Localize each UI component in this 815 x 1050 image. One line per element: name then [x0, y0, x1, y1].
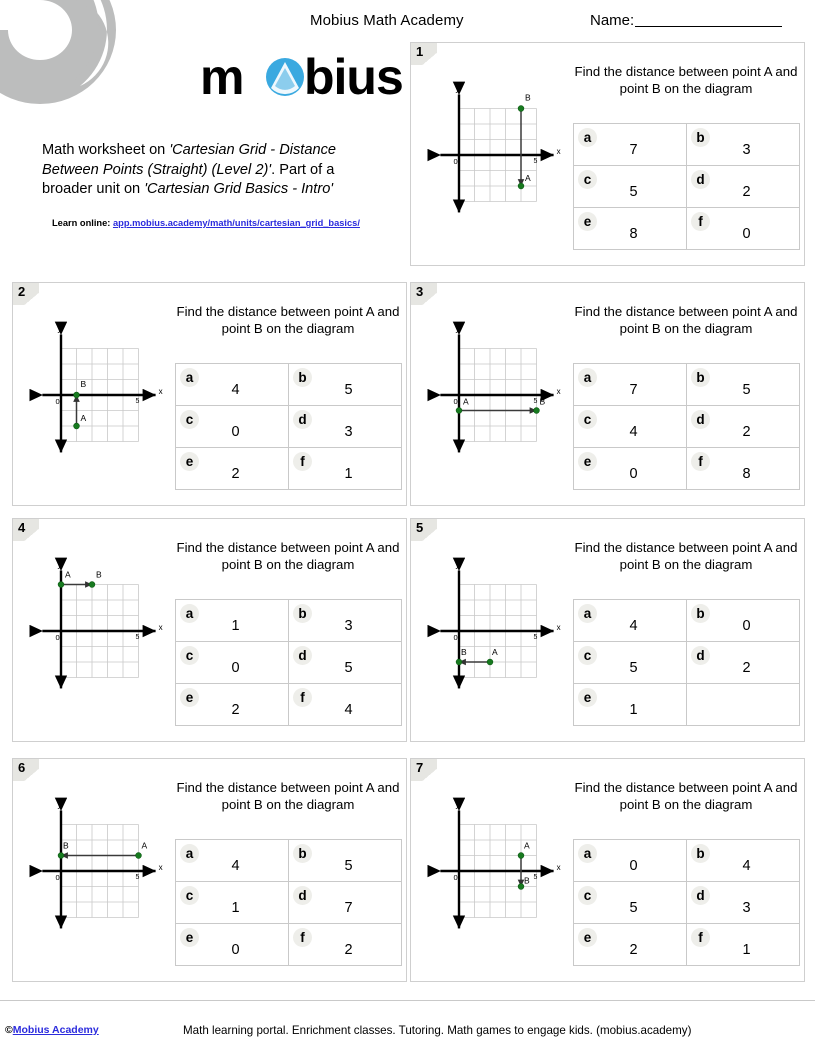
option-value: 0 [742, 617, 751, 634]
svg-text:y: y [57, 560, 62, 570]
question-panel [410, 282, 805, 506]
option-key-badge: a [578, 844, 597, 863]
option-value: 2 [231, 701, 240, 718]
option-value: 0 [231, 659, 240, 676]
option-value: 3 [344, 423, 353, 440]
answer-options-table [573, 123, 800, 250]
option-value: 2 [742, 183, 751, 200]
answer-row [574, 124, 800, 166]
option-value: 7 [629, 141, 638, 158]
answer-row [574, 166, 800, 208]
option-key-badge: c [180, 646, 199, 665]
option-key-badge: c [180, 410, 199, 429]
answer-option-c[interactable] [574, 882, 687, 924]
svg-text:0: 0 [55, 873, 60, 882]
answer-option-b[interactable] [687, 124, 800, 166]
answer-option-c[interactable] [574, 642, 687, 684]
option-value: 0 [742, 225, 751, 242]
svg-text:5: 5 [135, 874, 140, 881]
svg-text:A: A [65, 569, 71, 580]
option-value: 2 [344, 941, 353, 958]
description-unit: 'Cartesian Grid Basics - Intro' [144, 181, 334, 198]
answer-option-d[interactable] [687, 642, 800, 684]
option-value: 1 [742, 941, 751, 958]
svg-text:B: B [524, 875, 530, 886]
answer-option-b[interactable] [687, 364, 800, 406]
svg-text:5: 5 [135, 398, 140, 405]
answer-option-a[interactable] [176, 840, 289, 882]
svg-text:y: y [455, 84, 460, 94]
answer-row [574, 642, 800, 684]
answer-option-c[interactable] [574, 166, 687, 208]
answer-option-c[interactable] [176, 406, 289, 448]
name-write-line[interactable] [635, 26, 782, 27]
svg-text:B: B [80, 379, 87, 389]
option-value: 1 [231, 899, 240, 916]
answer-row [574, 208, 800, 250]
option-key-badge: b [691, 844, 710, 863]
answer-option-a[interactable] [574, 124, 687, 166]
answer-row [176, 600, 402, 642]
cartesian-grid-diagram [437, 560, 567, 697]
option-key-badge: e [180, 928, 199, 947]
option-key-badge: f [691, 212, 710, 231]
answer-row [176, 882, 402, 924]
question-number: 4 [13, 519, 39, 541]
answer-option-f[interactable] [289, 684, 402, 726]
option-key-badge: f [293, 688, 312, 707]
answer-option-a[interactable] [176, 364, 289, 406]
question-panel [12, 518, 407, 742]
question-prompt: Find the distance between point A and point B on the diagram [574, 64, 798, 97]
option-key-badge: a [180, 368, 199, 387]
svg-text:bius: bius [304, 49, 403, 105]
option-value: 5 [629, 183, 638, 200]
svg-text:0: 0 [453, 873, 458, 882]
option-value: 2 [742, 423, 751, 440]
svg-text:0: 0 [55, 397, 60, 406]
option-key-badge: d [293, 886, 312, 905]
answer-option-a[interactable] [176, 600, 289, 642]
answer-row [574, 406, 800, 448]
answer-option-d[interactable] [687, 882, 800, 924]
question-number: 3 [411, 283, 437, 305]
svg-text:x: x [556, 863, 561, 872]
svg-text:A: A [525, 173, 531, 183]
decorative-swirl-graphic [0, 0, 117, 104]
svg-text:A: A [80, 413, 87, 423]
option-value: 1 [344, 465, 353, 482]
svg-text:A: A [463, 396, 469, 407]
answer-option-d[interactable] [289, 882, 402, 924]
option-key-badge: c [578, 646, 597, 665]
option-key-badge: e [180, 452, 199, 471]
option-value: 8 [742, 465, 751, 482]
answer-option-d[interactable] [687, 166, 800, 208]
option-value: 0 [231, 941, 240, 958]
option-key-badge: b [293, 844, 312, 863]
svg-text:x: x [158, 387, 163, 396]
option-value: 5 [629, 899, 638, 916]
student-name-field[interactable] [590, 12, 782, 29]
answer-row [574, 840, 800, 882]
option-value: 3 [742, 899, 751, 916]
cartesian-grid-diagram [437, 800, 567, 937]
copyright-symbol: © [5, 1024, 13, 1036]
option-value: 4 [231, 857, 240, 874]
option-value: 4 [629, 423, 638, 440]
question-number: 6 [13, 759, 39, 781]
option-key-badge: b [691, 128, 710, 147]
option-value: 7 [629, 381, 638, 398]
svg-text:A: A [524, 840, 530, 851]
cartesian-grid-diagram [437, 324, 567, 461]
answer-option-f[interactable] [687, 208, 800, 250]
answer-options-table [573, 599, 800, 726]
option-key-badge: a [578, 368, 597, 387]
option-key-badge: a [578, 128, 597, 147]
worksheet-description [42, 141, 382, 200]
svg-text:5: 5 [533, 158, 538, 165]
option-value: 4 [344, 701, 353, 718]
cartesian-grid-diagram [39, 324, 169, 461]
svg-text:x: x [158, 623, 163, 632]
footer-divider [0, 1000, 815, 1001]
answer-option-empty [687, 684, 800, 726]
question-panel [12, 282, 407, 506]
option-key-badge: c [578, 410, 597, 429]
option-key-badge: e [578, 688, 597, 707]
option-key-badge: f [293, 928, 312, 947]
answer-option-e[interactable] [574, 448, 687, 490]
option-key-badge: f [691, 928, 710, 947]
option-value: 5 [742, 381, 751, 398]
option-value: 3 [344, 617, 353, 634]
svg-text:A: A [492, 647, 498, 657]
answer-option-f[interactable] [687, 448, 800, 490]
option-value: 5 [344, 857, 353, 874]
option-value: 1 [629, 701, 638, 718]
answer-option-e[interactable] [574, 684, 687, 726]
question-prompt: Find the distance between point A and point B on the diagram [176, 540, 400, 573]
option-key-badge: a [180, 844, 199, 863]
answer-option-d[interactable] [289, 406, 402, 448]
answer-option-e[interactable] [176, 924, 289, 966]
option-key-badge: d [691, 410, 710, 429]
answer-option-f[interactable] [289, 448, 402, 490]
answer-option-b[interactable] [289, 600, 402, 642]
svg-text:x: x [556, 387, 561, 396]
option-key-badge: b [691, 604, 710, 623]
answer-option-c[interactable] [176, 642, 289, 684]
answer-option-e[interactable] [574, 208, 687, 250]
option-key-badge: c [180, 886, 199, 905]
answer-row [176, 924, 402, 966]
question-prompt: Find the distance between point A and point B on the diagram [574, 540, 798, 573]
answer-option-a[interactable] [574, 840, 687, 882]
answer-option-f[interactable] [289, 924, 402, 966]
svg-text:y: y [455, 324, 460, 334]
answer-option-f[interactable] [687, 924, 800, 966]
option-key-badge: c [578, 886, 597, 905]
svg-text:0: 0 [453, 397, 458, 406]
option-key-badge: a [180, 604, 199, 623]
option-key-badge: f [293, 452, 312, 471]
answer-option-e[interactable] [176, 684, 289, 726]
option-key-badge: e [578, 928, 597, 947]
answer-option-d[interactable] [687, 406, 800, 448]
option-value: 0 [231, 423, 240, 440]
option-value: 2 [742, 659, 751, 676]
answer-options-table [175, 839, 402, 966]
question-prompt: Find the distance between point A and point B on the diagram [574, 780, 798, 813]
question-panel [410, 758, 805, 982]
svg-text:B: B [96, 569, 102, 580]
answer-row [176, 406, 402, 448]
question-number: 5 [411, 519, 437, 541]
answer-options-table [175, 363, 402, 490]
option-value: 4 [742, 857, 751, 874]
option-key-badge: d [691, 886, 710, 905]
cartesian-grid-diagram [39, 800, 169, 937]
option-key-badge: b [293, 368, 312, 387]
option-key-badge: b [691, 368, 710, 387]
answer-row [574, 882, 800, 924]
mobius-logo [200, 48, 405, 110]
description-topic: 'Cartesian Grid - Distance Between Points (Straight) (Level 2)' [42, 142, 336, 178]
svg-text:0: 0 [55, 633, 60, 642]
question-prompt: Find the distance between point A and point B on the diagram [176, 304, 400, 337]
svg-text:B: B [539, 396, 546, 407]
svg-text:5: 5 [533, 874, 538, 881]
answer-option-c[interactable] [574, 406, 687, 448]
question-panel [12, 758, 407, 982]
mobius-academy-link[interactable]: Mobius Academy [12, 1024, 99, 1036]
answer-row [574, 684, 800, 726]
learn-online-line [52, 218, 360, 228]
answer-options-table [573, 839, 800, 966]
answer-row [176, 684, 402, 726]
answer-option-b[interactable] [687, 840, 800, 882]
answer-row [176, 840, 402, 882]
answer-row [176, 448, 402, 490]
option-value: 0 [629, 857, 638, 874]
answer-option-e[interactable] [574, 924, 687, 966]
option-key-badge: d [293, 410, 312, 429]
question-panel [410, 42, 805, 266]
footer-copyright [5, 1024, 99, 1036]
option-value: 4 [629, 617, 638, 634]
question-number: 2 [13, 283, 39, 305]
answer-option-a[interactable] [574, 600, 687, 642]
learn-online-label: Learn online: [52, 218, 111, 228]
page-title: Mobius Math Academy [310, 12, 464, 29]
svg-text:5: 5 [533, 634, 538, 641]
option-value: 8 [629, 225, 638, 242]
option-key-badge: a [578, 604, 597, 623]
svg-text:B: B [63, 840, 69, 851]
option-key-badge: d [691, 646, 710, 665]
option-key-badge: c [578, 170, 597, 189]
name-label: Name: [590, 12, 635, 29]
option-value: 5 [629, 659, 638, 676]
question-number: 7 [411, 759, 437, 781]
option-key-badge: d [293, 646, 312, 665]
svg-text:y: y [57, 800, 62, 810]
svg-text:0: 0 [453, 633, 458, 642]
svg-text:A: A [141, 840, 148, 851]
answer-options-table [175, 599, 402, 726]
question-panel [410, 518, 805, 742]
answer-row [574, 364, 800, 406]
option-key-badge: e [578, 452, 597, 471]
svg-text:x: x [158, 863, 163, 872]
answer-option-e[interactable] [176, 448, 289, 490]
option-value: 0 [629, 465, 638, 482]
answer-option-a[interactable] [574, 364, 687, 406]
option-value: 4 [231, 381, 240, 398]
answer-row [574, 600, 800, 642]
svg-text:B: B [461, 647, 467, 657]
option-key-badge: b [293, 604, 312, 623]
option-key-badge: d [691, 170, 710, 189]
svg-text:5: 5 [135, 634, 140, 641]
cartesian-grid-diagram [437, 84, 567, 221]
cartesian-grid-diagram [39, 560, 169, 697]
svg-text:5: 5 [533, 398, 538, 405]
option-key-badge: e [180, 688, 199, 707]
svg-text:0: 0 [453, 157, 458, 166]
option-value: 5 [344, 381, 353, 398]
svg-text:m: m [200, 49, 244, 105]
option-key-badge: e [578, 212, 597, 231]
answer-option-b[interactable] [687, 600, 800, 642]
option-value: 3 [742, 141, 751, 158]
option-value: 2 [231, 465, 240, 482]
answer-row [574, 924, 800, 966]
description-prefix: Math worksheet on [42, 142, 170, 158]
svg-text:y: y [455, 560, 460, 570]
learn-online-link[interactable]: app.mobius.academy/math/units/cartesian_grid_basics/ [112, 218, 360, 228]
option-key-badge: f [691, 452, 710, 471]
answer-option-b[interactable] [289, 364, 402, 406]
option-value: 1 [231, 617, 240, 634]
question-prompt: Find the distance between point A and point B on the diagram [176, 780, 400, 813]
answer-option-d[interactable] [289, 642, 402, 684]
svg-text:y: y [57, 324, 62, 334]
question-prompt: Find the distance between point A and point B on the diagram [574, 304, 798, 337]
option-value: 2 [629, 941, 638, 958]
description-middle: . Part of a broader unit on [42, 161, 335, 198]
answer-option-b[interactable] [289, 840, 402, 882]
svg-text:y: y [455, 800, 460, 810]
answer-options-table [573, 363, 800, 490]
option-value: 5 [344, 659, 353, 676]
answer-row [176, 364, 402, 406]
option-value: 7 [344, 899, 353, 916]
svg-text:B: B [525, 92, 531, 103]
answer-row [574, 448, 800, 490]
svg-text:x: x [556, 623, 561, 632]
question-number: 1 [411, 43, 437, 65]
answer-option-c[interactable] [176, 882, 289, 924]
footer-tagline: Math learning portal. Enrichment classes. Tutoring. Math games to engage kids. (mobius.academy) [183, 1024, 692, 1037]
answer-row [176, 642, 402, 684]
svg-text:x: x [556, 147, 561, 156]
